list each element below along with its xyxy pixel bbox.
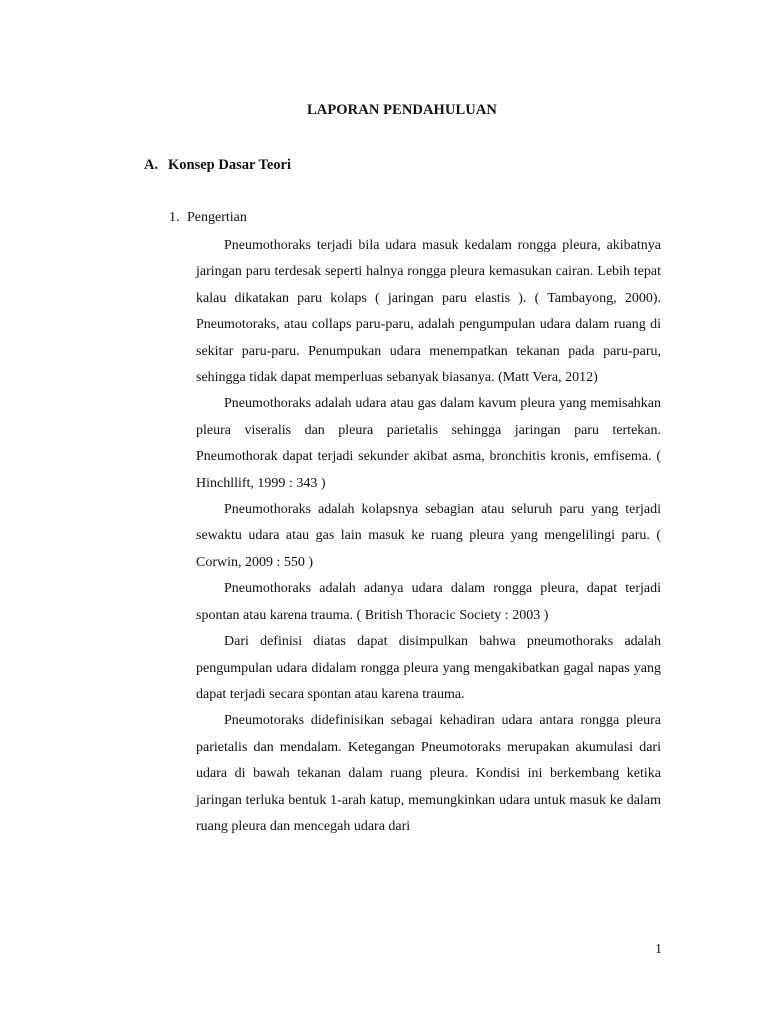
body-text xyxy=(196,233,661,840)
paragraph: Pneumotoraks didefinisikan sebagai kehadiran udara antara rongga pleura parietalis dan mendalam. Ketegangan Pneumotoraks merupakan akumulasi dari udara di bawah tekanan dalam ruang pleura. Kondisi ini berkembang ketika jaringan terluka bentuk 1-arah katup, memungkinkan udara untuk masuk ke dalam ruang pleura dan mencegah udara dari xyxy=(196,713,661,834)
paragraph: Dari definisi diatas dapat disimpulkan bahwa pneumothoraks adalah pengumpulan udara didalam rongga pleura yang mengakibatkan gagal napas yang dapat terjadi secara spontan atau karena trauma. xyxy=(196,634,661,702)
section-letter: A. xyxy=(144,157,159,173)
paragraph: Pneumothoraks adalah kolapsnya sebagian atau seluruh paru yang terjadi sewaktu udara atau gas lain masuk ke ruang pleura yang mengelilingi paru. ( Corwin, 2009 : 550 ) xyxy=(196,502,661,570)
subsection-number: 1. xyxy=(169,210,180,225)
paragraph: Pneumothoraks adalah udara atau gas dalam kavum pleura yang memisahkan pleura viseralis dan pleura parietalis sehingga jaringan paru tertekan. Pneumothorak dapat terjadi sekunder akibat asma, bronchitis kronis, emfisema. ( Hinchllift, 1999 : 343 ) xyxy=(196,396,661,491)
section-heading xyxy=(144,157,291,174)
subsection-heading xyxy=(169,210,247,226)
subsection-title: Pengertian xyxy=(187,210,247,225)
paragraph: Pneumothoraks adalah adanya udara dalam rongga pleura, dapat terjadi spontan atau karena trauma. ( British Thoracic Society : 2003 ) xyxy=(196,581,661,623)
paragraph: Pneumothoraks terjadi bila udara masuk kedalam rongga pleura, akibatnya jaringan paru terdesak seperti halnya rongga pleura kemasukan cairan. Lebih tepat kalau dikatakan paru kolaps ( jaringan paru elastis ). ( Tambayong, 2000). Pneumotoraks, atau collaps paru-paru, adalah pengumpulan udara dalam ruang di sekitar paru-paru. Penumpukan udara menempatkan tekanan pada paru-paru, sehingga tidak dapat memperluas sebanyak biasanya. (Matt Vera, 2012) xyxy=(196,238,661,386)
page-number: 1 xyxy=(655,942,662,957)
section-title: Konsep Dasar Teori xyxy=(168,157,292,173)
document-title: LAPORAN PENDAHULUAN xyxy=(307,102,497,118)
